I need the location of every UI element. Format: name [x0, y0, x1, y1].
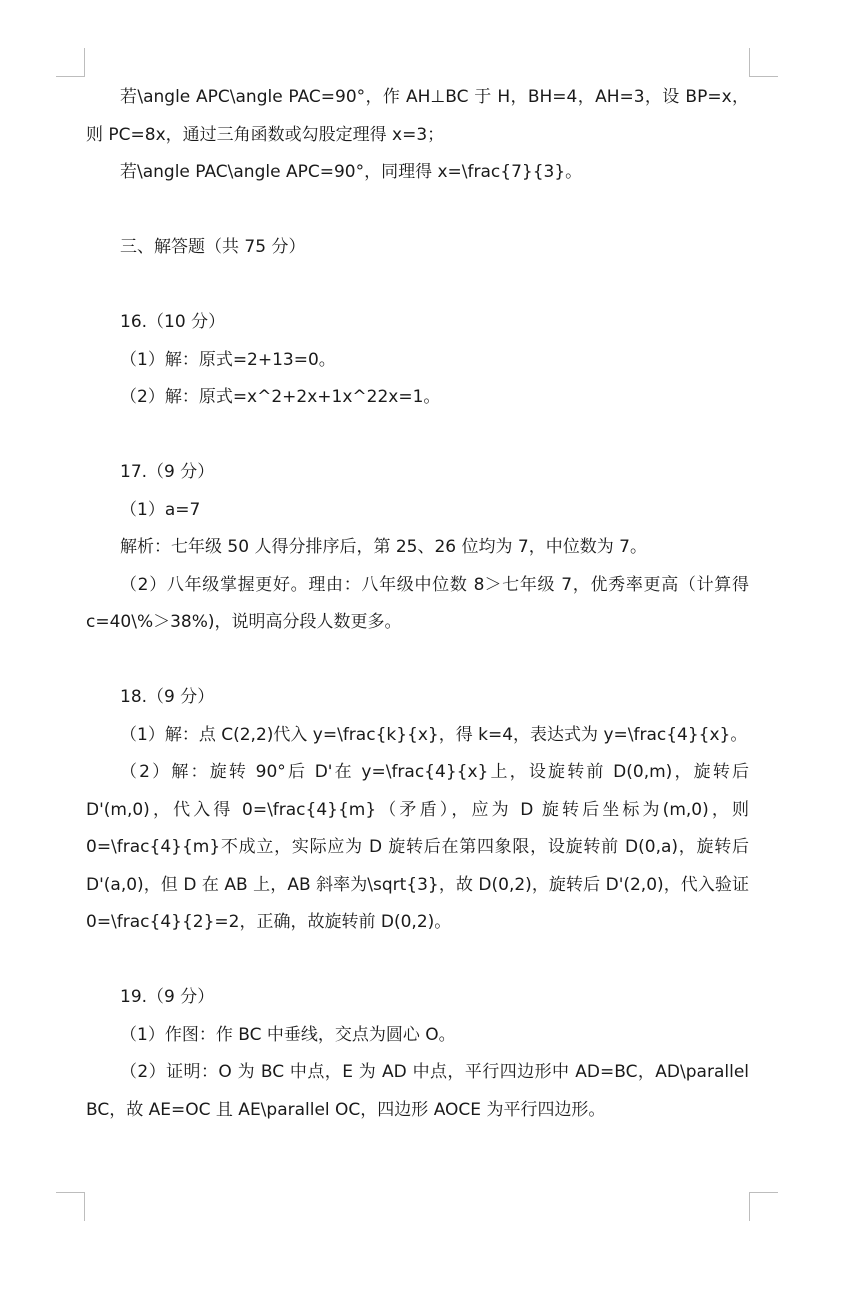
document-body: [86, 79, 749, 1129]
q17-header: 17.（9 分）: [120, 462, 215, 482]
intro-paragraph-2: 若\angle PAC\angle APC=90°，同理得 x=\frac{7}{3}。: [120, 162, 583, 182]
q18-line-1: （1）解：点 C(2,2)代入 y=\frac{k}{x}，得 k=4，表达式为 y=\frac{4}{x}。: [120, 724, 748, 745]
page-corner-mark-top-right: [749, 48, 778, 77]
page-corner-mark-bottom-right: [749, 1192, 778, 1221]
q19-line-1: （1）作图：作 BC 中垂线，交点为圆心 O。: [120, 1024, 456, 1045]
q18-line-2: （2）解：旋转 90°后 D'在 y=\frac{4}{x}上，设旋转前 D(0,m)，旋转后 D'(m,0)，代入得 0=\frac{4}{m}（矛盾），应为 D 旋转后坐标为(m,0)，则 0=\frac{4}{m}不成立，实际应为 D 旋转后在第四象限，设旋转前 D(0,a)，旋转后 D'(a,0)，但 D 在 AB 上，AB 斜率为\sqrt{3}，故 D(0,2)，旋转后 D'(2,0)，代入验证 0=\frac{4}{2}=2，正确，故旋转前 D(0,2)。: [86, 762, 749, 932]
q18-header: 18.（9 分）: [120, 687, 215, 707]
page-corner-mark-bottom-left: [56, 1192, 85, 1221]
q17-line-1: （1）a=7: [120, 499, 201, 520]
section-title: 三、解答题（共 75 分）: [120, 237, 306, 257]
q19-header: 19.（9 分）: [120, 987, 215, 1007]
q17-line-2: 解析：七年级 50 人得分排序后，第 25、26 位均为 7，中位数为 7。: [120, 537, 647, 557]
intro-paragraph-1: 若\angle APC\angle PAC=90°，作 AH⊥BC 于 H，BH=4，AH=3，设 BP=x，则 PC=8x，通过三角函数或勾股定理得 x=3；: [86, 87, 749, 145]
q16-line-2: （2）解：原式=x^2+2x+1x^22x=1。: [120, 387, 441, 407]
q16-line-1: （1）解：原式=2+13=0。: [120, 349, 336, 370]
page-corner-mark-top-left: [56, 48, 85, 77]
q17-line-3: （2）八年级掌握更好。理由：八年级中位数 8＞七年级 7，优秀率更高（计算得 c=40\%＞38%)，说明高分段人数更多。: [86, 574, 749, 632]
q16-header: 16.（10 分）: [120, 312, 226, 332]
q19-line-2: （2）证明：O 为 BC 中点，E 为 AD 中点，平行四边形中 AD=BC，AD\parallel BC，故 AE=OC 且 AE\parallel OC，四边形 AOCE 为平行四边形。: [86, 1062, 749, 1120]
